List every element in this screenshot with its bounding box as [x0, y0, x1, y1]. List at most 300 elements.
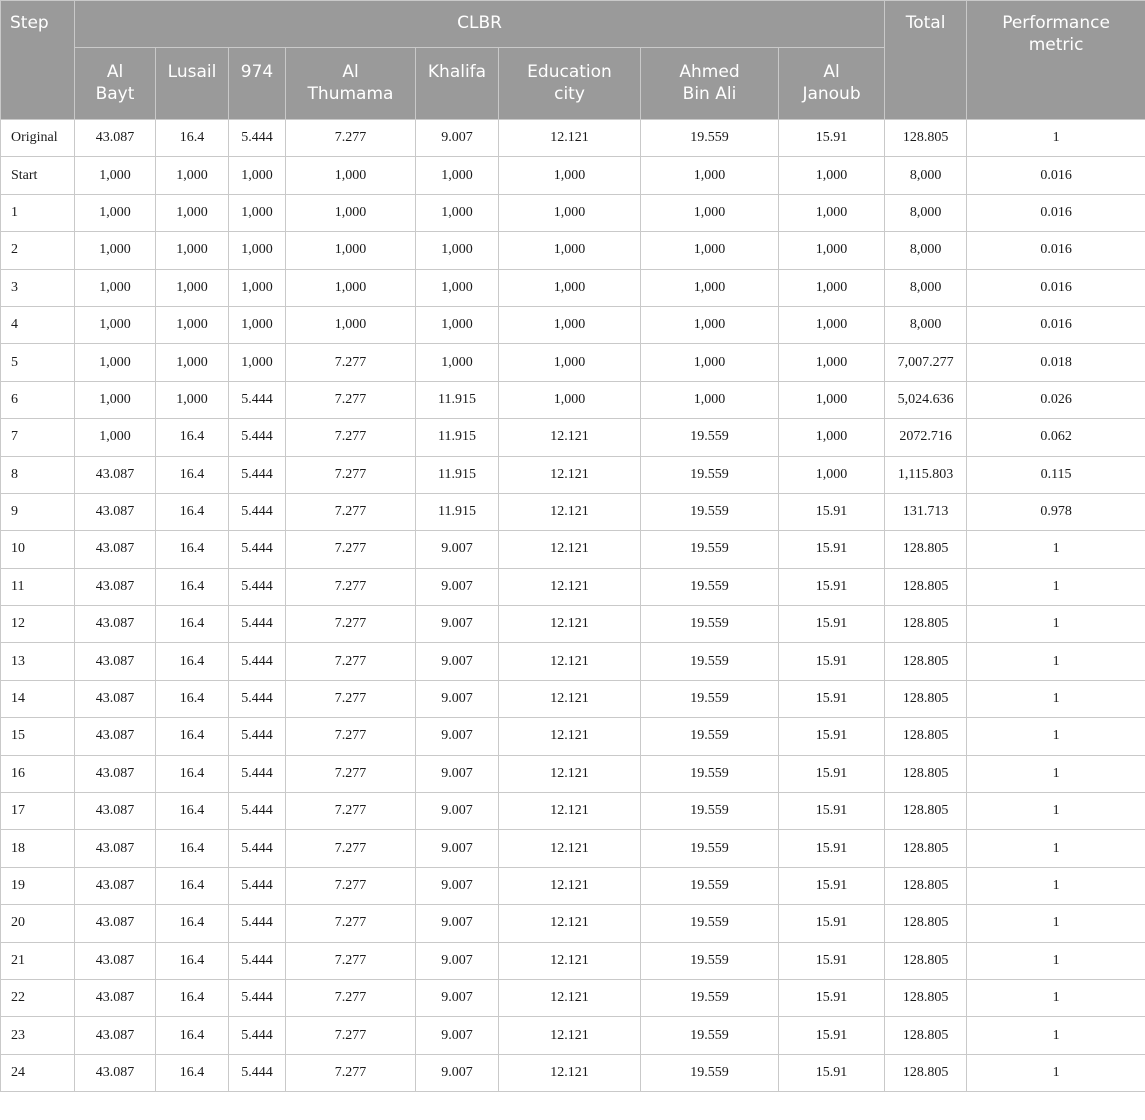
table-row: [1, 120, 1145, 157]
cell-total: 128.805: [885, 793, 967, 830]
table-cell: 19.559: [641, 942, 779, 979]
cell-total: 1,115.803: [885, 456, 967, 493]
cell-total: 128.805: [885, 120, 967, 157]
table-cell: 1,000: [779, 306, 885, 343]
table-cell: 43.087: [75, 942, 156, 979]
table-row: [1, 269, 1145, 306]
cell-total: 128.805: [885, 867, 967, 904]
table-cell: 7.277: [286, 344, 416, 381]
table-cell: 43.087: [75, 680, 156, 717]
table-cell: 7.277: [286, 531, 416, 568]
table-cell: 1,000: [779, 456, 885, 493]
table-cell: 9.007: [416, 830, 499, 867]
row-step: 15: [1, 718, 75, 755]
table-cell: 9.007: [416, 718, 499, 755]
table-cell: 7.277: [286, 867, 416, 904]
table-cell: 5.444: [229, 942, 286, 979]
table-cell: 7.277: [286, 643, 416, 680]
row-step: Original: [1, 120, 75, 157]
table-cell: 1,000: [641, 194, 779, 231]
cell-performance: 1: [967, 680, 1145, 717]
cell-performance: 1: [967, 120, 1145, 157]
table-cell: 9.007: [416, 568, 499, 605]
table-cell: 1,000: [156, 344, 229, 381]
table-cell: 9.007: [416, 531, 499, 568]
table-cell: 7.277: [286, 979, 416, 1016]
table-cell: 7.277: [286, 1017, 416, 1054]
table-cell: 16.4: [156, 568, 229, 605]
table-cell: 1,000: [416, 194, 499, 231]
table-cell: 15.91: [779, 120, 885, 157]
table-cell: 1,000: [75, 344, 156, 381]
table-cell: 16.4: [156, 755, 229, 792]
table-cell: 19.559: [641, 643, 779, 680]
table-cell: 12.121: [499, 419, 641, 456]
table-cell: 5.444: [229, 830, 286, 867]
table-cell: 43.087: [75, 830, 156, 867]
table-row: [1, 680, 1145, 717]
cell-performance: 0.016: [967, 194, 1145, 231]
table-cell: 5.444: [229, 1017, 286, 1054]
table-row: [1, 306, 1145, 343]
table-cell: 7.277: [286, 568, 416, 605]
table-cell: 1,000: [499, 157, 641, 194]
cell-total: 128.805: [885, 643, 967, 680]
header-venue: Al Bayt: [75, 48, 156, 120]
row-step: 11: [1, 568, 75, 605]
table-cell: 19.559: [641, 867, 779, 904]
table-row: [1, 942, 1145, 979]
table-cell: 15.91: [779, 830, 885, 867]
table-cell: 43.087: [75, 1054, 156, 1091]
table-cell: 9.007: [416, 867, 499, 904]
table-cell: 9.007: [416, 905, 499, 942]
table-cell: 16.4: [156, 905, 229, 942]
table-cell: 16.4: [156, 643, 229, 680]
table-cell: 43.087: [75, 643, 156, 680]
cell-performance: 1: [967, 1054, 1145, 1091]
table-cell: 1,000: [156, 269, 229, 306]
cell-performance: 1: [967, 755, 1145, 792]
row-step: 17: [1, 793, 75, 830]
table-row: [1, 718, 1145, 755]
table-cell: 1,000: [641, 232, 779, 269]
table-cell: 7.277: [286, 120, 416, 157]
cell-total: 128.805: [885, 568, 967, 605]
cell-total: 128.805: [885, 718, 967, 755]
table-cell: 12.121: [499, 643, 641, 680]
table-cell: 43.087: [75, 1017, 156, 1054]
cell-total: 8,000: [885, 269, 967, 306]
table-cell: 15.91: [779, 755, 885, 792]
table-cell: 1,000: [229, 269, 286, 306]
table-row: [1, 755, 1145, 792]
header-venue: Al Thumama: [286, 48, 416, 120]
table-cell: 1,000: [779, 194, 885, 231]
table-cell: 43.087: [75, 531, 156, 568]
table-cell: 5.444: [229, 568, 286, 605]
table-cell: 43.087: [75, 493, 156, 530]
table-cell: 1,000: [156, 381, 229, 418]
table-cell: 7.277: [286, 493, 416, 530]
row-step: 24: [1, 1054, 75, 1091]
table-cell: 15.91: [779, 493, 885, 530]
row-step: 21: [1, 942, 75, 979]
cell-performance: 1: [967, 830, 1145, 867]
table-cell: 12.121: [499, 120, 641, 157]
cell-performance: 1: [967, 568, 1145, 605]
table-cell: 16.4: [156, 680, 229, 717]
table-cell: 11.915: [416, 381, 499, 418]
table-cell: 12.121: [499, 867, 641, 904]
row-step: 20: [1, 905, 75, 942]
header-performance-line-2: metric: [1028, 35, 1084, 55]
table-header: [1, 1, 1145, 120]
table-row: [1, 419, 1145, 456]
table-cell: 1,000: [75, 232, 156, 269]
cell-performance: 0.016: [967, 269, 1145, 306]
table-cell: 1,000: [779, 381, 885, 418]
table-row: [1, 157, 1145, 194]
table-cell: 7.277: [286, 905, 416, 942]
table-cell: 16.4: [156, 1054, 229, 1091]
cell-total: 128.805: [885, 1017, 967, 1054]
table-cell: 15.91: [779, 793, 885, 830]
table-row: [1, 793, 1145, 830]
table-cell: 43.087: [75, 979, 156, 1016]
table-cell: 5.444: [229, 120, 286, 157]
cell-performance: 0.115: [967, 456, 1145, 493]
table-cell: 19.559: [641, 120, 779, 157]
table-cell: 1,000: [779, 232, 885, 269]
table-cell: 11.915: [416, 419, 499, 456]
cell-total: 128.805: [885, 942, 967, 979]
cell-performance: 1: [967, 643, 1145, 680]
table-cell: 5.444: [229, 531, 286, 568]
table-cell: 5.444: [229, 905, 286, 942]
table-cell: 5.444: [229, 456, 286, 493]
table-cell: 7.277: [286, 830, 416, 867]
cell-total: 128.805: [885, 1054, 967, 1091]
cell-total: 128.805: [885, 905, 967, 942]
cell-total: 128.805: [885, 680, 967, 717]
table-cell: 19.559: [641, 606, 779, 643]
table-cell: 15.91: [779, 1017, 885, 1054]
row-step: 19: [1, 867, 75, 904]
table-cell: 9.007: [416, 606, 499, 643]
table-cell: 43.087: [75, 755, 156, 792]
table-cell: 19.559: [641, 755, 779, 792]
table-cell: 16.4: [156, 1017, 229, 1054]
table-cell: 1,000: [499, 232, 641, 269]
row-step: 1: [1, 194, 75, 231]
table-cell: 1,000: [156, 232, 229, 269]
table-cell: 5.444: [229, 718, 286, 755]
table-cell: 5.444: [229, 867, 286, 904]
table-row: [1, 194, 1145, 231]
table-cell: 15.91: [779, 867, 885, 904]
table-row: [1, 344, 1145, 381]
table-row: [1, 979, 1145, 1016]
table-cell: 5.444: [229, 493, 286, 530]
table-cell: 16.4: [156, 606, 229, 643]
table-cell: 1,000: [499, 269, 641, 306]
table-cell: 16.4: [156, 456, 229, 493]
row-step: 8: [1, 456, 75, 493]
table-cell: 12.121: [499, 1054, 641, 1091]
table-row: [1, 606, 1145, 643]
row-step: 14: [1, 680, 75, 717]
table-cell: 15.91: [779, 942, 885, 979]
table-cell: 5.444: [229, 419, 286, 456]
row-step: 13: [1, 643, 75, 680]
cell-performance: 0.016: [967, 157, 1145, 194]
cell-total: 128.805: [885, 979, 967, 1016]
row-step: 2: [1, 232, 75, 269]
header-performance-line-1: Performance: [1002, 13, 1110, 33]
table-cell: 1,000: [75, 381, 156, 418]
table-cell: 1,000: [499, 381, 641, 418]
table-row: [1, 232, 1145, 269]
header-venue: Ahmed Bin Ali: [641, 48, 779, 120]
table-row: [1, 867, 1145, 904]
cell-total: 8,000: [885, 306, 967, 343]
row-step: 22: [1, 979, 75, 1016]
table-cell: 1,000: [75, 269, 156, 306]
cell-performance: 1: [967, 979, 1145, 1016]
table-cell: 5.444: [229, 979, 286, 1016]
table-cell: 7.277: [286, 419, 416, 456]
table-cell: 43.087: [75, 718, 156, 755]
cell-total: 128.805: [885, 531, 967, 568]
table-row: [1, 568, 1145, 605]
table-cell: 1,000: [75, 306, 156, 343]
table-row: [1, 456, 1145, 493]
cell-performance: 1: [967, 942, 1145, 979]
table-cell: 15.91: [779, 606, 885, 643]
table-cell: 9.007: [416, 793, 499, 830]
table-cell: 19.559: [641, 905, 779, 942]
table-row: [1, 1054, 1145, 1091]
table-cell: 1,000: [416, 157, 499, 194]
table-cell: 12.121: [499, 942, 641, 979]
table-cell: 9.007: [416, 979, 499, 1016]
table-cell: 1,000: [286, 232, 416, 269]
cell-performance: 0.016: [967, 232, 1145, 269]
cell-total: 128.805: [885, 755, 967, 792]
table-cell: 16.4: [156, 979, 229, 1016]
table-cell: 5.444: [229, 793, 286, 830]
table-cell: 12.121: [499, 793, 641, 830]
table-cell: 5.444: [229, 1054, 286, 1091]
row-step: 5: [1, 344, 75, 381]
row-step: 16: [1, 755, 75, 792]
table-cell: 11.915: [416, 456, 499, 493]
table-cell: 1,000: [499, 194, 641, 231]
table-body: [1, 120, 1145, 1092]
header-total: Total: [885, 1, 967, 120]
table-cell: 1,000: [779, 419, 885, 456]
cell-performance: 1: [967, 531, 1145, 568]
cell-total: 7,007.277: [885, 344, 967, 381]
table-cell: 16.4: [156, 531, 229, 568]
table-cell: 1,000: [499, 344, 641, 381]
table-cell: 7.277: [286, 755, 416, 792]
table-cell: 12.121: [499, 905, 641, 942]
table-cell: 43.087: [75, 568, 156, 605]
table-cell: 1,000: [641, 157, 779, 194]
table-cell: 7.277: [286, 1054, 416, 1091]
cell-total: 8,000: [885, 194, 967, 231]
table-cell: 7.277: [286, 680, 416, 717]
table-cell: 1,000: [779, 157, 885, 194]
table-cell: 12.121: [499, 830, 641, 867]
header-step: Step: [1, 1, 75, 120]
table-cell: 9.007: [416, 755, 499, 792]
table-cell: 12.121: [499, 718, 641, 755]
table-cell: 1,000: [641, 344, 779, 381]
row-step: 10: [1, 531, 75, 568]
table-row: [1, 643, 1145, 680]
table-cell: 12.121: [499, 493, 641, 530]
table-cell: 16.4: [156, 942, 229, 979]
table-cell: 16.4: [156, 793, 229, 830]
table-cell: 12.121: [499, 680, 641, 717]
table-row: [1, 905, 1145, 942]
table-cell: 1,000: [229, 157, 286, 194]
cell-performance: 1: [967, 793, 1145, 830]
table-row: [1, 531, 1145, 568]
table-cell: 1,000: [641, 381, 779, 418]
table-cell: 15.91: [779, 531, 885, 568]
table-cell: 5.444: [229, 680, 286, 717]
table-cell: 9.007: [416, 1017, 499, 1054]
table-cell: 1,000: [156, 306, 229, 343]
row-step: 12: [1, 606, 75, 643]
table-cell: 7.277: [286, 606, 416, 643]
table-cell: 19.559: [641, 493, 779, 530]
table-cell: 19.559: [641, 830, 779, 867]
table-cell: 16.4: [156, 419, 229, 456]
table-cell: 12.121: [499, 568, 641, 605]
table-cell: 43.087: [75, 456, 156, 493]
cell-performance: 1: [967, 1017, 1145, 1054]
table-cell: 12.121: [499, 755, 641, 792]
table-cell: 9.007: [416, 942, 499, 979]
table-cell: 1,000: [75, 194, 156, 231]
table-cell: 1,000: [286, 269, 416, 306]
row-step: 9: [1, 493, 75, 530]
cell-total: 8,000: [885, 232, 967, 269]
cell-performance: 1: [967, 606, 1145, 643]
row-step: 3: [1, 269, 75, 306]
table-row: [1, 1017, 1145, 1054]
table-cell: 7.277: [286, 942, 416, 979]
table-cell: 43.087: [75, 606, 156, 643]
cell-performance: 1: [967, 905, 1145, 942]
table-cell: 15.91: [779, 643, 885, 680]
table-cell: 11.915: [416, 493, 499, 530]
table-cell: 19.559: [641, 568, 779, 605]
table-cell: 12.121: [499, 531, 641, 568]
table-cell: 19.559: [641, 979, 779, 1016]
table-cell: 1,000: [75, 419, 156, 456]
table-cell: 1,000: [641, 269, 779, 306]
cell-total: 128.805: [885, 830, 967, 867]
table-cell: 1,000: [229, 306, 286, 343]
table-cell: 15.91: [779, 1054, 885, 1091]
table-cell: 5.444: [229, 643, 286, 680]
table-cell: 1,000: [779, 344, 885, 381]
table-cell: 7.277: [286, 793, 416, 830]
table-cell: 9.007: [416, 643, 499, 680]
table-cell: 1,000: [416, 306, 499, 343]
table-cell: 1,000: [229, 232, 286, 269]
table-cell: 16.4: [156, 718, 229, 755]
table-cell: 12.121: [499, 606, 641, 643]
table-cell: 1,000: [75, 157, 156, 194]
table-cell: 7.277: [286, 456, 416, 493]
table-cell: 5.444: [229, 606, 286, 643]
table-cell: 1,000: [286, 157, 416, 194]
table-cell: 7.277: [286, 381, 416, 418]
table-cell: 15.91: [779, 979, 885, 1016]
row-step: 4: [1, 306, 75, 343]
row-step: 7: [1, 419, 75, 456]
table-cell: 19.559: [641, 456, 779, 493]
table-cell: 19.559: [641, 419, 779, 456]
table-cell: 5.444: [229, 381, 286, 418]
table-row: [1, 830, 1145, 867]
table-cell: 19.559: [641, 1017, 779, 1054]
table-cell: 1,000: [229, 194, 286, 231]
cell-total: 8,000: [885, 157, 967, 194]
table-cell: 43.087: [75, 905, 156, 942]
table-cell: 43.087: [75, 120, 156, 157]
table-cell: 1,000: [286, 194, 416, 231]
table-cell: 1,000: [779, 269, 885, 306]
table-cell: 19.559: [641, 531, 779, 568]
header-performance-metric: [967, 1, 1145, 120]
table-cell: 5.444: [229, 755, 286, 792]
table-cell: 19.559: [641, 718, 779, 755]
cell-performance: 0.016: [967, 306, 1145, 343]
table-cell: 43.087: [75, 793, 156, 830]
table-row: [1, 381, 1145, 418]
header-venue: Education city: [499, 48, 641, 120]
header-clbr-group: CLBR: [75, 1, 885, 48]
header-venue: Lusail: [156, 48, 229, 120]
table-cell: 16.4: [156, 493, 229, 530]
cell-total: 2072.716: [885, 419, 967, 456]
table-cell: 19.559: [641, 793, 779, 830]
row-step: 23: [1, 1017, 75, 1054]
cell-performance: 1: [967, 867, 1145, 904]
table-cell: 19.559: [641, 680, 779, 717]
table-cell: 7.277: [286, 718, 416, 755]
table-cell: 15.91: [779, 568, 885, 605]
table-cell: 9.007: [416, 1054, 499, 1091]
table-cell: 1,000: [416, 232, 499, 269]
table-cell: 9.007: [416, 680, 499, 717]
table-cell: 15.91: [779, 680, 885, 717]
row-step: Start: [1, 157, 75, 194]
table-cell: 12.121: [499, 456, 641, 493]
table-cell: 1,000: [416, 344, 499, 381]
header-venue: 974: [229, 48, 286, 120]
cell-performance: 1: [967, 718, 1145, 755]
cell-total: 5,024.636: [885, 381, 967, 418]
